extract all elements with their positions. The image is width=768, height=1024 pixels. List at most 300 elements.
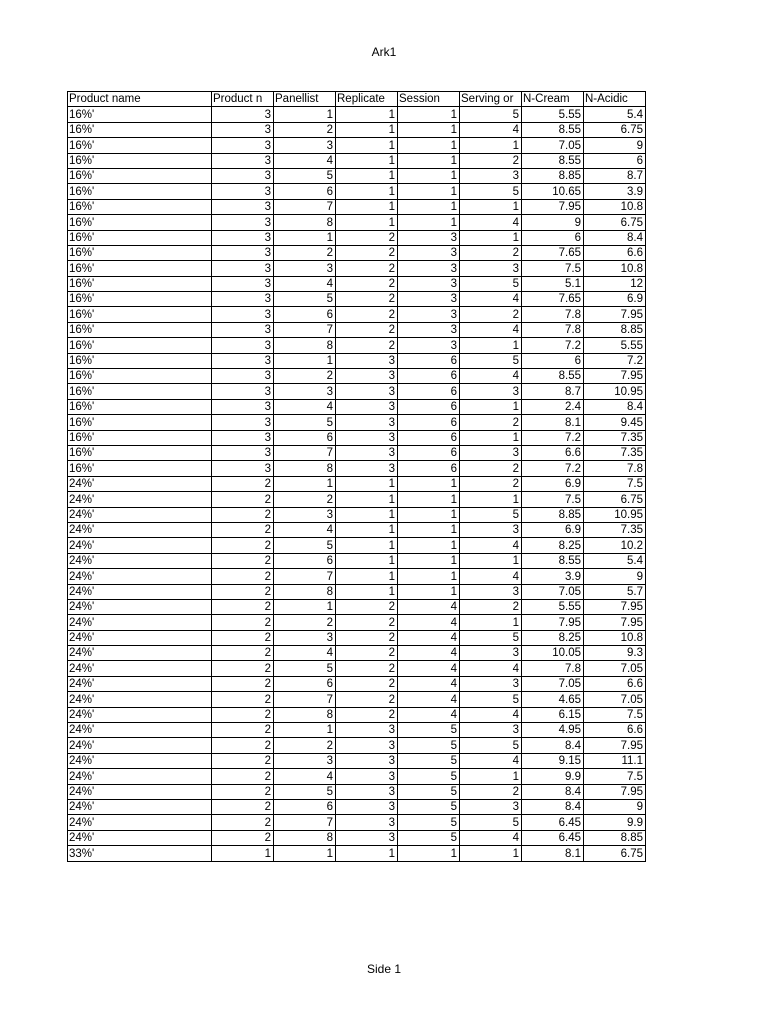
- table-cell: 9.45: [584, 415, 646, 430]
- table-row: [68, 107, 646, 122]
- table-cell: 4: [398, 630, 460, 645]
- table-cell: 2: [460, 461, 522, 476]
- table-row: [68, 261, 646, 276]
- table-row: [68, 353, 646, 368]
- table-row: [68, 415, 646, 430]
- table-cell: 6.6: [584, 676, 646, 691]
- table-cell: 5: [274, 784, 336, 799]
- table-cell: 6.6: [584, 245, 646, 260]
- table-cell: 7.8: [522, 322, 584, 337]
- table-cell: 3: [274, 138, 336, 153]
- table-cell: 1: [398, 199, 460, 214]
- product-name-cell: 16%': [68, 384, 212, 399]
- table-cell: 1: [460, 199, 522, 214]
- table-cell: 3.9: [522, 569, 584, 584]
- table-cell: 1: [398, 846, 460, 861]
- table-cell: 2: [336, 276, 398, 291]
- table-cell: 5: [460, 353, 522, 368]
- table-cell: 4.95: [522, 723, 584, 738]
- table-cell: 3: [336, 815, 398, 830]
- table-cell: 3: [212, 322, 274, 337]
- table-cell: 9.3: [584, 646, 646, 661]
- table-cell: 5.7: [584, 584, 646, 599]
- table-cell: 3: [212, 338, 274, 353]
- table-cell: 2: [336, 245, 398, 260]
- table-cell: 4: [398, 707, 460, 722]
- table-row: [68, 707, 646, 722]
- table-cell: 1: [336, 107, 398, 122]
- table-cell: 8.85: [522, 168, 584, 183]
- table-cell: 6: [522, 353, 584, 368]
- table-cell: 5.1: [522, 276, 584, 291]
- table-cell: 5: [274, 292, 336, 307]
- table-cell: 10.65: [522, 184, 584, 199]
- table-cell: 3: [212, 215, 274, 230]
- table-cell: 6.9: [522, 476, 584, 491]
- table-cell: 1: [274, 107, 336, 122]
- table-cell: 2: [336, 646, 398, 661]
- table-row: [68, 522, 646, 537]
- table-row: [68, 369, 646, 384]
- table-cell: 5: [460, 630, 522, 645]
- table-cell: 5: [274, 168, 336, 183]
- table-cell: 4: [398, 615, 460, 630]
- table-cell: 2: [336, 692, 398, 707]
- table-row: [68, 476, 646, 491]
- table-cell: 4: [460, 538, 522, 553]
- product-name-cell: 24%': [68, 615, 212, 630]
- table-cell: 6: [398, 461, 460, 476]
- table-cell: 7.35: [584, 430, 646, 445]
- table-cell: 2: [212, 538, 274, 553]
- table-cell: 4: [460, 661, 522, 676]
- table-cell: 3: [460, 799, 522, 814]
- table-cell: 3: [336, 784, 398, 799]
- table-cell: 7.65: [522, 292, 584, 307]
- table-row: [68, 692, 646, 707]
- table-cell: 7: [274, 569, 336, 584]
- table-cell: 1: [336, 492, 398, 507]
- table-cell: 3: [336, 799, 398, 814]
- table-cell: 10.8: [584, 199, 646, 214]
- table-cell: 2: [212, 599, 274, 614]
- table-cell: 5: [460, 184, 522, 199]
- table-cell: 3: [212, 122, 274, 137]
- table-cell: 1: [336, 215, 398, 230]
- table-cell: 4: [460, 292, 522, 307]
- table-cell: 3: [398, 261, 460, 276]
- table-cell: 1: [398, 107, 460, 122]
- table-cell: 5: [398, 815, 460, 830]
- table-row: [68, 445, 646, 460]
- table-row: [68, 461, 646, 476]
- table-cell: 2: [336, 615, 398, 630]
- table-row: [68, 399, 646, 414]
- product-name-cell: 16%': [68, 153, 212, 168]
- table-cell: 3: [212, 415, 274, 430]
- table-cell: 2: [212, 584, 274, 599]
- product-name-cell: 16%': [68, 215, 212, 230]
- table-cell: 1: [460, 553, 522, 568]
- product-name-cell: 16%': [68, 245, 212, 260]
- table-cell: 8.25: [522, 538, 584, 553]
- table-cell: 12: [584, 276, 646, 291]
- table-cell: 6: [274, 184, 336, 199]
- table-cell: 1: [460, 615, 522, 630]
- table-cell: 8.85: [584, 830, 646, 845]
- table-cell: 2: [460, 153, 522, 168]
- table-cell: 3: [398, 230, 460, 245]
- table-cell: 2: [336, 661, 398, 676]
- table-cell: 6.75: [584, 492, 646, 507]
- table-cell: 10.95: [584, 384, 646, 399]
- table-cell: 6: [274, 799, 336, 814]
- product-name-cell: 16%': [68, 338, 212, 353]
- table-cell: 7.95: [584, 307, 646, 322]
- table-cell: 8.1: [522, 846, 584, 861]
- table-cell: 3: [460, 445, 522, 460]
- table-cell: 4: [460, 830, 522, 845]
- table-cell: 5: [398, 723, 460, 738]
- table-cell: 3: [336, 723, 398, 738]
- column-header: Panellist: [274, 92, 336, 107]
- table-cell: 6: [274, 430, 336, 445]
- table-cell: 2: [212, 492, 274, 507]
- column-header: N-Cream: [522, 92, 584, 107]
- column-header: Session: [398, 92, 460, 107]
- table-cell: 1: [274, 230, 336, 245]
- table-cell: 4: [460, 122, 522, 137]
- table-row: [68, 676, 646, 691]
- table-cell: 2: [212, 676, 274, 691]
- table-cell: 7.2: [522, 430, 584, 445]
- product-name-cell: 16%': [68, 399, 212, 414]
- product-name-cell: 24%': [68, 646, 212, 661]
- product-name-cell: 16%': [68, 415, 212, 430]
- table-cell: 3: [336, 384, 398, 399]
- table-cell: 8.85: [522, 507, 584, 522]
- table-cell: 8.4: [522, 784, 584, 799]
- table-cell: 5.55: [584, 338, 646, 353]
- product-name-cell: 16%': [68, 353, 212, 368]
- table-cell: 6.75: [584, 215, 646, 230]
- table-cell: 8.7: [584, 168, 646, 183]
- table-cell: 2: [274, 369, 336, 384]
- table-cell: 8.55: [522, 553, 584, 568]
- table-cell: 1: [398, 553, 460, 568]
- table-cell: 1: [398, 492, 460, 507]
- table-row: [68, 245, 646, 260]
- table-cell: 8.55: [522, 369, 584, 384]
- product-name-cell: 16%': [68, 122, 212, 137]
- table-row: [68, 538, 646, 553]
- table-cell: 7.05: [522, 584, 584, 599]
- table-cell: 6: [274, 676, 336, 691]
- table-cell: 10.95: [584, 507, 646, 522]
- table-cell: 2: [336, 599, 398, 614]
- table-row: [68, 646, 646, 661]
- table-cell: 10.2: [584, 538, 646, 553]
- table-cell: 3: [212, 107, 274, 122]
- table-cell: 3: [336, 369, 398, 384]
- table-cell: 3: [212, 445, 274, 460]
- table-cell: 4: [398, 599, 460, 614]
- table-cell: 2: [460, 476, 522, 491]
- table-row: [68, 122, 646, 137]
- table-cell: 3: [460, 646, 522, 661]
- table-cell: 1: [336, 569, 398, 584]
- table-cell: 1: [398, 215, 460, 230]
- table-cell: 8.85: [584, 322, 646, 337]
- table-cell: 1: [398, 507, 460, 522]
- table-row: [68, 430, 646, 445]
- table-cell: 1: [274, 353, 336, 368]
- table-row: [68, 276, 646, 291]
- table-cell: 6: [398, 369, 460, 384]
- table-row: [68, 215, 646, 230]
- table-cell: 3: [336, 430, 398, 445]
- table-cell: 5: [398, 784, 460, 799]
- table-cell: 6.75: [584, 122, 646, 137]
- table-cell: 9.15: [522, 753, 584, 768]
- table-cell: 4: [398, 676, 460, 691]
- table-row: [68, 738, 646, 753]
- table-cell: 2: [336, 676, 398, 691]
- product-name-cell: 24%': [68, 692, 212, 707]
- table-cell: 2: [336, 292, 398, 307]
- product-name-cell: 16%': [68, 138, 212, 153]
- table-cell: 5.55: [522, 599, 584, 614]
- table-cell: 4: [398, 661, 460, 676]
- product-name-cell: 16%': [68, 369, 212, 384]
- table-cell: 3: [460, 676, 522, 691]
- product-name-cell: 24%': [68, 538, 212, 553]
- column-header: Replicate: [336, 92, 398, 107]
- table-cell: 4: [460, 215, 522, 230]
- table-cell: 1: [336, 553, 398, 568]
- product-name-cell: 24%': [68, 784, 212, 799]
- column-header: Serving or: [460, 92, 522, 107]
- table-row: [68, 846, 646, 861]
- table-cell: 4.65: [522, 692, 584, 707]
- table-cell: 6.6: [584, 723, 646, 738]
- product-name-cell: 24%': [68, 707, 212, 722]
- page-footer: Side 1: [366, 962, 402, 976]
- table-cell: 7.95: [584, 738, 646, 753]
- table-cell: 2: [274, 122, 336, 137]
- table-cell: 3: [274, 630, 336, 645]
- table-row: [68, 553, 646, 568]
- product-name-cell: 16%': [68, 184, 212, 199]
- table-cell: 8: [274, 461, 336, 476]
- table-cell: 7.95: [522, 615, 584, 630]
- table-cell: 3: [212, 230, 274, 245]
- table-cell: 5: [398, 799, 460, 814]
- table-cell: 2: [212, 507, 274, 522]
- table-cell: 8.7: [522, 384, 584, 399]
- page-header: Ark1: [371, 45, 397, 59]
- table-cell: 2: [336, 307, 398, 322]
- product-name-cell: 24%': [68, 630, 212, 645]
- table-cell: 6: [398, 445, 460, 460]
- table-cell: 2: [212, 830, 274, 845]
- table-cell: 3: [336, 738, 398, 753]
- table-cell: 3: [336, 753, 398, 768]
- table-cell: 7.95: [584, 784, 646, 799]
- table-cell: 3: [212, 461, 274, 476]
- product-name-cell: 24%': [68, 553, 212, 568]
- table-cell: 7: [274, 692, 336, 707]
- product-name-cell: 16%': [68, 199, 212, 214]
- table-cell: 9: [522, 215, 584, 230]
- table-cell: 1: [460, 138, 522, 153]
- table-cell: 10.8: [584, 630, 646, 645]
- table-row: [68, 338, 646, 353]
- table-cell: 1: [336, 584, 398, 599]
- product-name-cell: 16%': [68, 292, 212, 307]
- table-cell: 2: [212, 553, 274, 568]
- product-name-cell: 16%': [68, 430, 212, 445]
- table-cell: 6: [398, 353, 460, 368]
- column-header: Product n: [212, 92, 274, 107]
- table-cell: 1: [460, 492, 522, 507]
- table-cell: 3: [274, 507, 336, 522]
- table-cell: 8: [274, 707, 336, 722]
- table-cell: 1: [212, 846, 274, 861]
- table-row: [68, 492, 646, 507]
- table-cell: 3: [212, 153, 274, 168]
- table-cell: 5.4: [584, 107, 646, 122]
- product-name-cell: 24%': [68, 476, 212, 491]
- table-row: [68, 830, 646, 845]
- table-cell: 3: [336, 353, 398, 368]
- table-row: [68, 168, 646, 183]
- table-cell: 8.25: [522, 630, 584, 645]
- product-name-cell: 24%': [68, 569, 212, 584]
- table-cell: 2: [212, 646, 274, 661]
- table-cell: 3.9: [584, 184, 646, 199]
- table-cell: 4: [274, 769, 336, 784]
- table-cell: 8.4: [584, 230, 646, 245]
- table-cell: 8.55: [522, 122, 584, 137]
- table-cell: 2: [274, 245, 336, 260]
- table-cell: 3: [212, 276, 274, 291]
- table-cell: 1: [398, 168, 460, 183]
- table-row: [68, 799, 646, 814]
- table-cell: 1: [336, 538, 398, 553]
- product-name-cell: 24%': [68, 599, 212, 614]
- table-cell: 1: [398, 584, 460, 599]
- table-cell: 3: [460, 584, 522, 599]
- table-cell: 2: [336, 322, 398, 337]
- table-cell: 2: [336, 338, 398, 353]
- table-cell: 8.4: [522, 738, 584, 753]
- table-cell: 1: [460, 230, 522, 245]
- product-name-cell: 24%': [68, 815, 212, 830]
- table-cell: 1: [398, 153, 460, 168]
- table-cell: 1: [336, 153, 398, 168]
- table-row: [68, 322, 646, 337]
- product-name-cell: 16%': [68, 276, 212, 291]
- product-name-cell: 16%': [68, 307, 212, 322]
- header-row: [68, 92, 646, 107]
- table-cell: 8.4: [522, 799, 584, 814]
- table-cell: 7.5: [584, 707, 646, 722]
- table-cell: 3: [460, 168, 522, 183]
- table-cell: 5: [460, 507, 522, 522]
- table-cell: 1: [336, 507, 398, 522]
- table-cell: 5: [460, 107, 522, 122]
- table-cell: 3: [212, 292, 274, 307]
- table-cell: 3: [460, 723, 522, 738]
- table-row: [68, 384, 646, 399]
- table-cell: 9.9: [522, 769, 584, 784]
- table-cell: 3: [212, 307, 274, 322]
- table-cell: 7.95: [522, 199, 584, 214]
- table-cell: 3: [212, 245, 274, 260]
- column-header: Product name: [68, 92, 212, 107]
- table-cell: 7.8: [522, 661, 584, 676]
- table-row: [68, 584, 646, 599]
- product-name-cell: 16%': [68, 261, 212, 276]
- table-cell: 3: [398, 292, 460, 307]
- table-cell: 3: [460, 261, 522, 276]
- table-row: [68, 769, 646, 784]
- table-cell: 2: [212, 630, 274, 645]
- table-cell: 8: [274, 215, 336, 230]
- table-cell: 3: [212, 199, 274, 214]
- table-cell: 3: [274, 261, 336, 276]
- table-cell: 4: [274, 522, 336, 537]
- table-cell: 1: [398, 538, 460, 553]
- product-name-cell: 16%': [68, 168, 212, 183]
- table-cell: 2: [336, 230, 398, 245]
- table-cell: 6: [584, 153, 646, 168]
- table-cell: 4: [398, 646, 460, 661]
- table-cell: 4: [274, 646, 336, 661]
- table-cell: 1: [398, 476, 460, 491]
- table-cell: 3: [336, 399, 398, 414]
- product-name-cell: 16%': [68, 445, 212, 460]
- product-name-cell: 24%': [68, 661, 212, 676]
- table-cell: 7: [274, 322, 336, 337]
- table-cell: 5: [398, 738, 460, 753]
- table-cell: 5: [398, 830, 460, 845]
- table-cell: 7.05: [522, 676, 584, 691]
- table-row: [68, 307, 646, 322]
- table-cell: 3: [212, 184, 274, 199]
- table-row: [68, 661, 646, 676]
- table-cell: 7.5: [584, 769, 646, 784]
- table-cell: 5: [274, 538, 336, 553]
- table-cell: 5: [274, 415, 336, 430]
- table-cell: 3: [398, 338, 460, 353]
- table-cell: 8: [274, 584, 336, 599]
- table-cell: 1: [398, 138, 460, 153]
- table-cell: 1: [336, 476, 398, 491]
- table-cell: 6: [522, 230, 584, 245]
- table-cell: 6.75: [584, 846, 646, 861]
- table-cell: 3: [212, 399, 274, 414]
- table-cell: 1: [460, 846, 522, 861]
- table-cell: 3: [336, 415, 398, 430]
- table-cell: 2: [212, 476, 274, 491]
- table-cell: 4: [460, 369, 522, 384]
- table-row: [68, 723, 646, 738]
- table-cell: 7.95: [584, 369, 646, 384]
- table-cell: 3: [336, 445, 398, 460]
- product-name-cell: 24%': [68, 492, 212, 507]
